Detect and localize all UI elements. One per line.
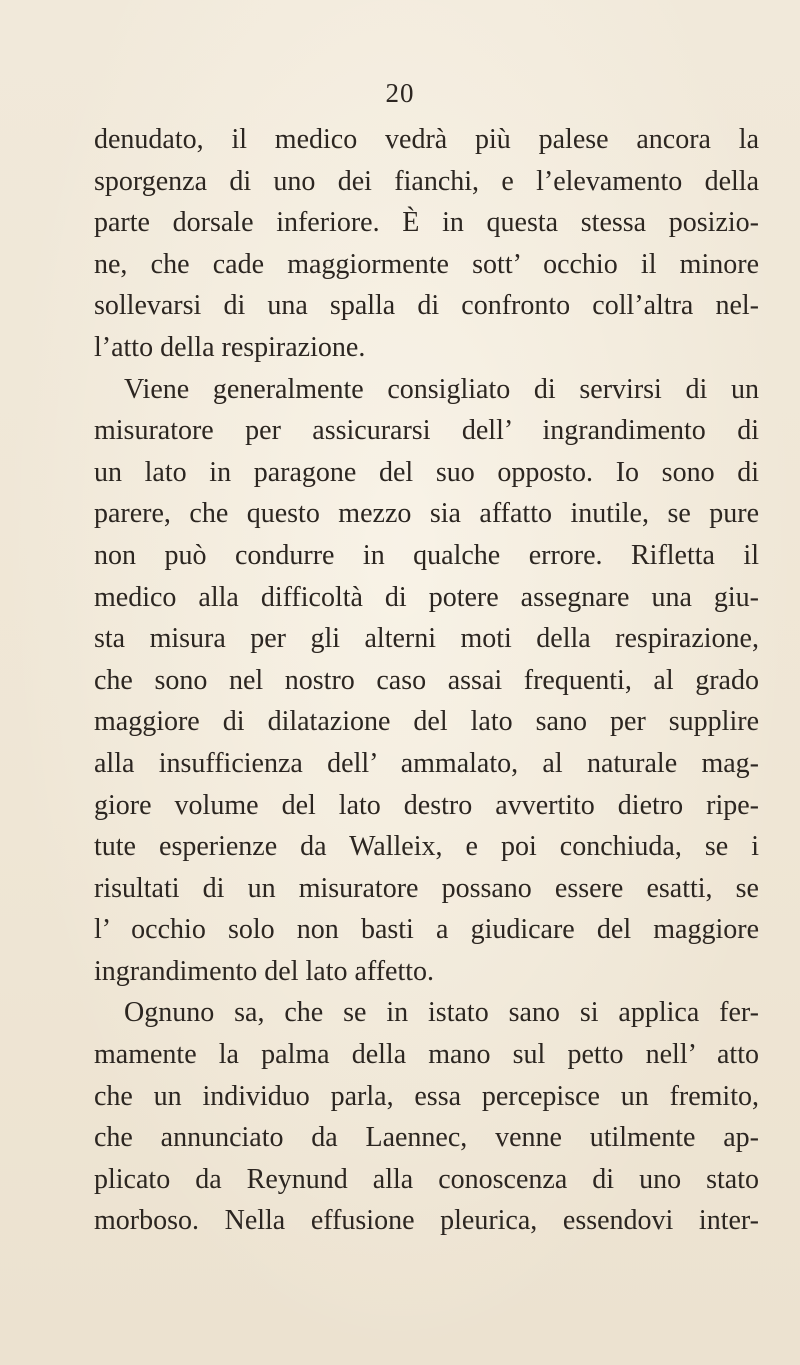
text-line: che un individuo parla, essa percepisce un fremito, [94,1080,759,1112]
text-line: denudato, il medico vedrà più palese ancora la [94,124,759,155]
text-line: alla insufficienza dell’ ammalato, al naturale mag- [94,747,759,779]
text-line: parte dorsale inferiore. È in questa stessa posizio- [94,207,759,239]
text-line: morboso. Nella effusione pleurica, essendovi inter- [94,1205,759,1237]
text-line: parere, che questo mezzo sia affatto inutile, se pure [94,498,759,530]
page-number: 20 [385,78,415,108]
text-line: Ognuno sa, che se in istato sano si applica fer- [124,997,759,1029]
text-line: Viene generalmente consigliato di servirsi di un [124,373,759,405]
body-text [94,119,759,1242]
text-line: che sono nel nostro caso assai frequenti, al grado [94,664,759,696]
text-line: giore volume del lato destro avvertito dietro ripe- [94,789,759,821]
text-line: sta misura per gli alterni moti della respirazione, [94,623,759,655]
text-line: un lato in paragone del suo opposto. Io sono di [94,456,759,488]
text-line: misuratore per assicurarsi dell’ ingrandimento di [94,415,759,447]
text-line: mamente la palma della mano sul petto nell’ atto [94,1039,759,1071]
text-line: medico alla difficoltà di potere assegnare una giu- [94,581,759,613]
text-line: risultati di un misuratore possano essere esatti, se [94,872,759,904]
text-line: sollevarsi di una spalla di confronto coll’altra nel- [94,290,759,322]
text-line: che annunciato da Laennec, venne utilmente ap- [94,1122,759,1154]
text-line: ne, che cade maggiormente sott’ occhio il minore [94,248,759,280]
text-line: tute esperienze da Walleix, e poi conchiuda, se i [94,831,759,863]
text-line: l’atto della respirazione. [94,331,366,363]
text-line: plicato da Reynund alla conoscenza di uno stato [94,1163,759,1195]
text-line: non può condurre in qualche errore. Rifletta il [94,539,759,571]
text-line: maggiore di dilatazione del lato sano per supplire [94,706,759,738]
text-line: ingrandimento del lato affetto. [94,955,435,987]
text-line: l’ occhio solo non basti a giudicare del maggiore [94,914,759,946]
text-line: sporgenza di uno dei fianchi, e l’elevamento della [94,165,759,197]
